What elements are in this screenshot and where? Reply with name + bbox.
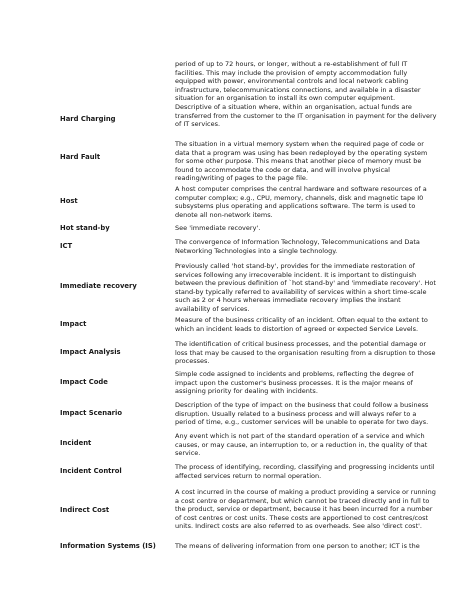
glossary-definition: The identification of critical business processes, and the potential damage or loss that may be caused to the organisation resulting from a disruption to those processes. <box>175 340 436 365</box>
glossary-definition: The convergence of Information Technology, Telecommunications and Data Networking Technologies into a single technology. <box>175 238 420 255</box>
glossary-definition: The process of identifying, recording, classifying and progressing incidents until affected services return to normal operation. <box>175 463 435 480</box>
glossary-term: Indirect Cost <box>60 506 110 514</box>
glossary-definition: See 'immediate recovery'. <box>175 224 261 232</box>
glossary-definition: Any event which is not part of the standard operation of a service and which causes, or may cause, an interruption to, or a reduction in, the quality of that service. <box>175 432 428 457</box>
glossary-definition: Measure of the business criticality of an incident. Often equal to the extent to which an incident leads to distortion of agreed or expected Service Levels. <box>175 316 428 333</box>
glossary-term: Impact Code <box>60 378 108 386</box>
glossary-definition: Simple code assigned to incidents and problems, reflecting the degree of impact upon the customer's business processes. It is the major means of assigning priority for dealing with incidents. <box>175 370 414 395</box>
glossary-definition: Previously called 'hot stand-by', provides for the immediate restoration of services following any irrecoverable incident. It is important to distinguish between the previous definition of `hot stand-by' and 'immediate recovery'. Hot stand-by typically referred to availability of services within a short time-scale such as 2 or 4 hours whereas immediate recovery implies the instant availability of services. <box>175 262 436 313</box>
glossary-definition: The situation in a virtual memory system when the required page of code or data that a program was using has been redeployed by the operating system for some other purpose. This means that another piece of memory must be found to accommodate the code or data, and will involve physical reading/writing of pages to the page file. <box>175 140 428 182</box>
glossary-term: Hot stand-by <box>60 224 110 232</box>
glossary-term: Information Systems (IS) <box>60 542 156 550</box>
continued-definition: period of up to 72 hours, or longer, without a re-establishment of full IT facilities. This may include the provision of empty accommodation fully equipped with power, environmental controls and local network cabling infrastructure, telecommunications connections, and available in a disaster situation for an organisation to install its own computer equipment. <box>175 60 421 102</box>
glossary-definition: A host computer comprises the central hardware and software resources of a computer complex; e.g., CPU, memory, channels, disk and magnetic tape I0 subsystems plus operating and applications software. The term is used to denote all non-network items. <box>175 185 427 219</box>
glossary-definition: A cost incurred in the course of making a product providing a service or running a cost centre or department, but which cannot be traced directly and in full to the product, service or department, because it has been incurred for a number of cost centres or cost units. These costs are apportioned to cost centres/cost units. Indirect costs are also referred to as overheads. See also 'direct cost'. <box>175 488 436 530</box>
glossary-term: ICT <box>60 242 73 250</box>
glossary-term: Impact Analysis <box>60 348 121 356</box>
glossary-term: Host <box>60 197 78 205</box>
glossary-term: Hard Fault <box>60 153 101 161</box>
glossary-definition: The means of delivering information from one person to another; ICT is the <box>175 542 420 550</box>
glossary-definition: Descriptive of a situation where, within an organisation, actual funds are transferred from the customer to the IT organisation in payment for the delivery of IT services. <box>175 103 437 128</box>
glossary-term: Incident Control <box>60 467 122 475</box>
glossary-term: Hard Charging <box>60 115 116 123</box>
glossary-term: Incident <box>60 439 92 447</box>
glossary-term: Immediate recovery <box>60 282 137 290</box>
glossary-definition: Description of the type of impact on the business that could follow a business disruption. Usually related to a business process and will always refer to a period of time, e.g., customer services will be unable to operate for two days. <box>175 401 429 426</box>
glossary-term: Impact Scenario <box>60 409 123 417</box>
glossary-term: Impact <box>60 320 87 328</box>
